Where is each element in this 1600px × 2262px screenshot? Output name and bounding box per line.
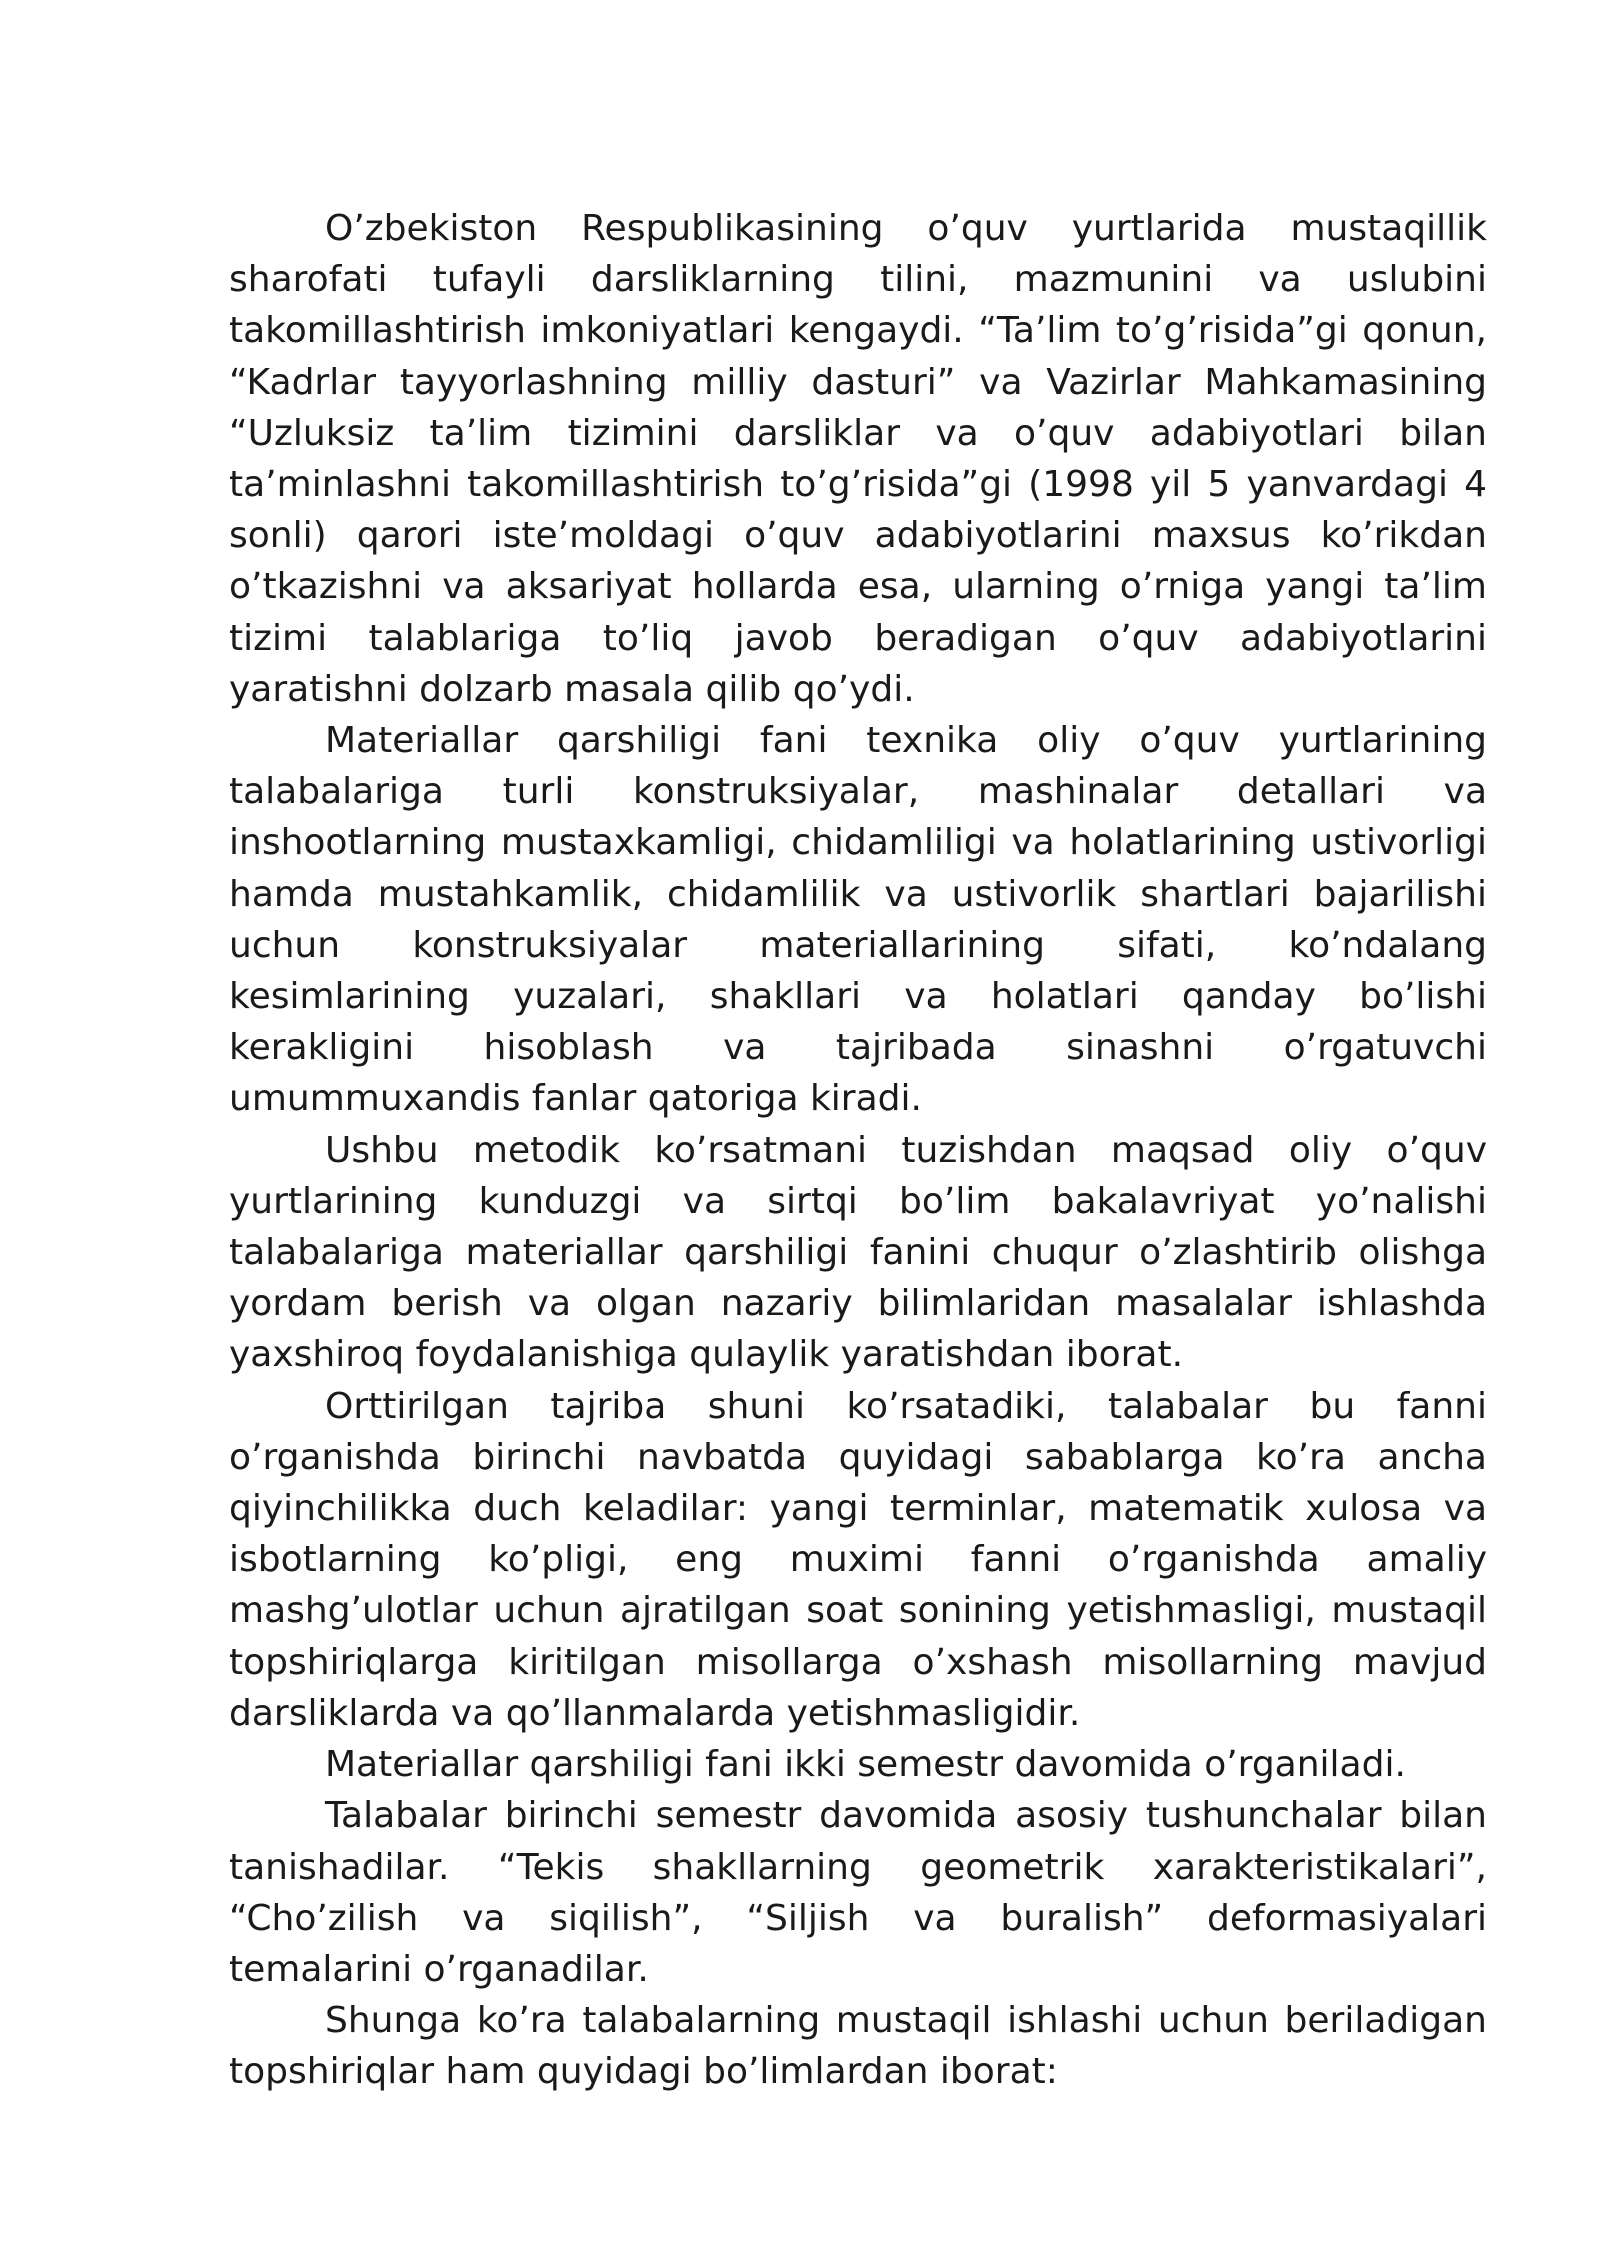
- document-body: [229, 203, 1487, 2098]
- paragraph-first-semester: Talabalar birinchi semestr davomida asosiy tushunchalar bilan tanishadilar. “Tekis shakllarning geometrik xarakteristikalari”, “Cho’zilish va siqilish”, “Siljish va buralish” deformasiyalari temalarini o’rganadilar.: [229, 1795, 1487, 1990]
- paragraph-subject-description: Materiallar qarshiligi fani texnika oliy o’quv yurtlarining talabalariga turli konstruksiyalar, mashinalar detallari va inshootlarning mustaxkamligi, chidamliligi va holatlarining ustivorligi hamda mustahkamlik, chidamlilik va ustivorlik shartlari bajarilishi uchun konstruksiyalar materiallarining sifati, ko’ndalang kesimlarining yuzalari, shakllari va holatlari qanday bo’lishi kerakligini hisoblash va tajribada sinashni o’rgatuvchi umummuxandis fanlar qatoriga kiradi.: [229, 720, 1487, 1120]
- paragraph-intro: O’zbekiston Respublikasining o’quv yurtlarida mustaqillik sharofati tufayli darsliklarning tilini, mazmunini va uslubini takomillashtirish imkoniyatlari kengaydi. “Ta’lim to’g’risida”gi qonun, “Kadrlar tayyorlashning milliy dasturi” va Vazirlar Mahkamasining “Uzluksiz ta’lim tizimini darsliklar va o’quv adabiyotlari bilan ta’minlashni takomillashtirish to’g’risida”gi (1998 yil 5 yanvardagi 4 sonli) qarori iste’moldagi o’quv adabiyotlarini maxsus ko’rikdan o’tkazishni va aksariyat hollarda esa, ularning o’rniga yangi ta’lim tizimi talablariga to’liq javob beradigan o’quv adabiyotlarini yaratishni dolzarb masala qilib qo’ydi.: [229, 208, 1487, 710]
- paragraph-purpose: Ushbu metodik ko’rsatmani tuzishdan maqsad oliy o’quv yurtlarining kunduzgi va sirtqi bo’lim bakalavriyat yo’nalishi talabalariga materiallar qarshiligi fanini chuqur o’zlashtirib olishga yordam berish va olgan nazariy bilimlaridan masalalar ishlashda yaxshiroq foydalanishiga qulaylik yaratishdan iborat.: [229, 1129, 1487, 1376]
- paragraph-difficulties: Orttirilgan tajriba shuni ko’rsatadiki, talabalar bu fanni o’rganishda birinchi navbatda quyidagi sabablarga ko’ra ancha qiyinchilikka duch keladilar: yangi terminlar, matematik xulosa va isbotlarning ko’pligi, eng muximi fanni o’rganishda amaliy mashg’ulotlar uchun ajratilgan soat sonining yetishmasligi, mustaqil topshiriqlarga kiritilgan misollarga o’xshash misollarning mavjud darsliklarda va qo’llanmalarda yetishmasligidir.: [229, 1385, 1487, 1734]
- paragraph-semesters: Materiallar qarshiligi fani ikki semestr davomida o’rganiladi.: [325, 1744, 1406, 1786]
- paragraph-assignments: Shunga ko’ra talabalarning mustaqil ishlashi uchun beriladigan topshiriqlar ham quyidagi bo’limlardan iborat:: [229, 2000, 1487, 2093]
